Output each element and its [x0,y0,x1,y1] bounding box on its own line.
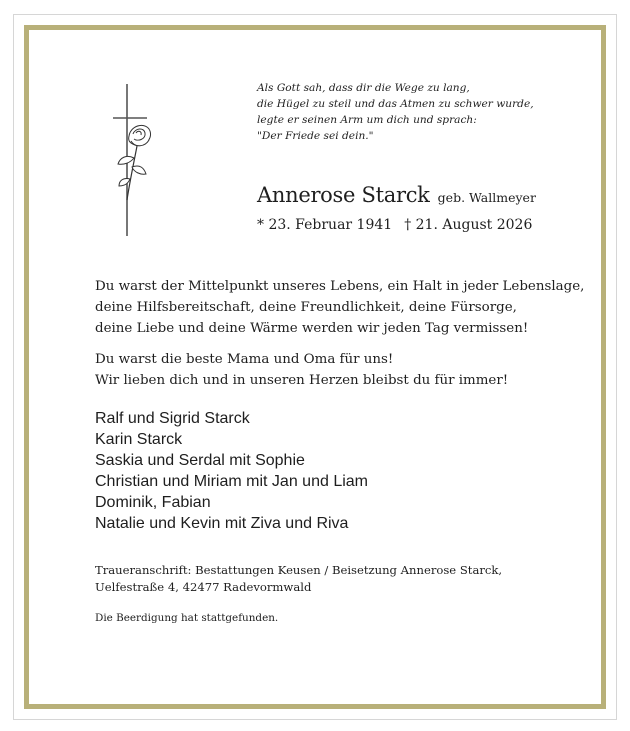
funeral-note: Die Beerdigung hat stattgefunden. [95,612,279,624]
cross-with-rose-icon [113,84,163,236]
family-member: Christian und Miriam mit Jan und Liam [95,473,368,490]
tribute-paragraph-2 [95,349,508,391]
tribute-paragraph-1 [95,276,584,339]
paragraph-line: Du warst der Mittelpunkt unseres Lebens, ein Halt in jeder Lebenslage, [95,279,585,294]
family-list [95,408,368,534]
paragraph-line: deine Liebe und deine Wärme werden wir jeden Tag vermissen! [95,321,529,336]
paragraph-line: Wir lieben dich und in unseren Herzen bleibst du für immer! [95,373,509,388]
death-date: † 21. August 2026 [404,217,533,233]
poem [257,80,534,144]
mourning-address [95,562,502,596]
deceased-name: Annerose Starck [257,183,430,207]
birth-name: geb. Wallmeyer [437,190,536,205]
birth-date: * 23. Februar 1941 [257,217,393,233]
family-member: Saskia und Serdal mit Sophie [95,452,305,469]
life-dates [257,217,532,233]
family-member: Ralf und Sigrid Starck [95,410,250,427]
family-member: Karin Starck [95,431,183,448]
paragraph-line: Du warst die beste Mama und Oma für uns! [95,352,394,367]
poem-line: Als Gott sah, dass dir die Wege zu lang, [257,82,470,94]
address-line: Uelfestraße 4, 42477 Radevormwald [95,580,312,594]
family-member: Natalie und Kevin mit Ziva und Riva [95,515,349,532]
deceased-name-line [257,183,536,207]
poem-line: "Der Friede sei dein." [257,130,374,142]
poem-line: legte er seinen Arm um dich und sprach: [257,114,477,126]
paragraph-line: deine Hilfsbereitschaft, deine Freundlichkeit, deine Fürsorge, [95,300,517,315]
family-member: Dominik, Fabian [95,494,211,511]
address-line: Traueranschrift: Bestattungen Keusen / Beisetzung Annerose Starck, [95,563,503,577]
poem-line: die Hügel zu steil und das Atmen zu schwer wurde, [257,98,534,110]
